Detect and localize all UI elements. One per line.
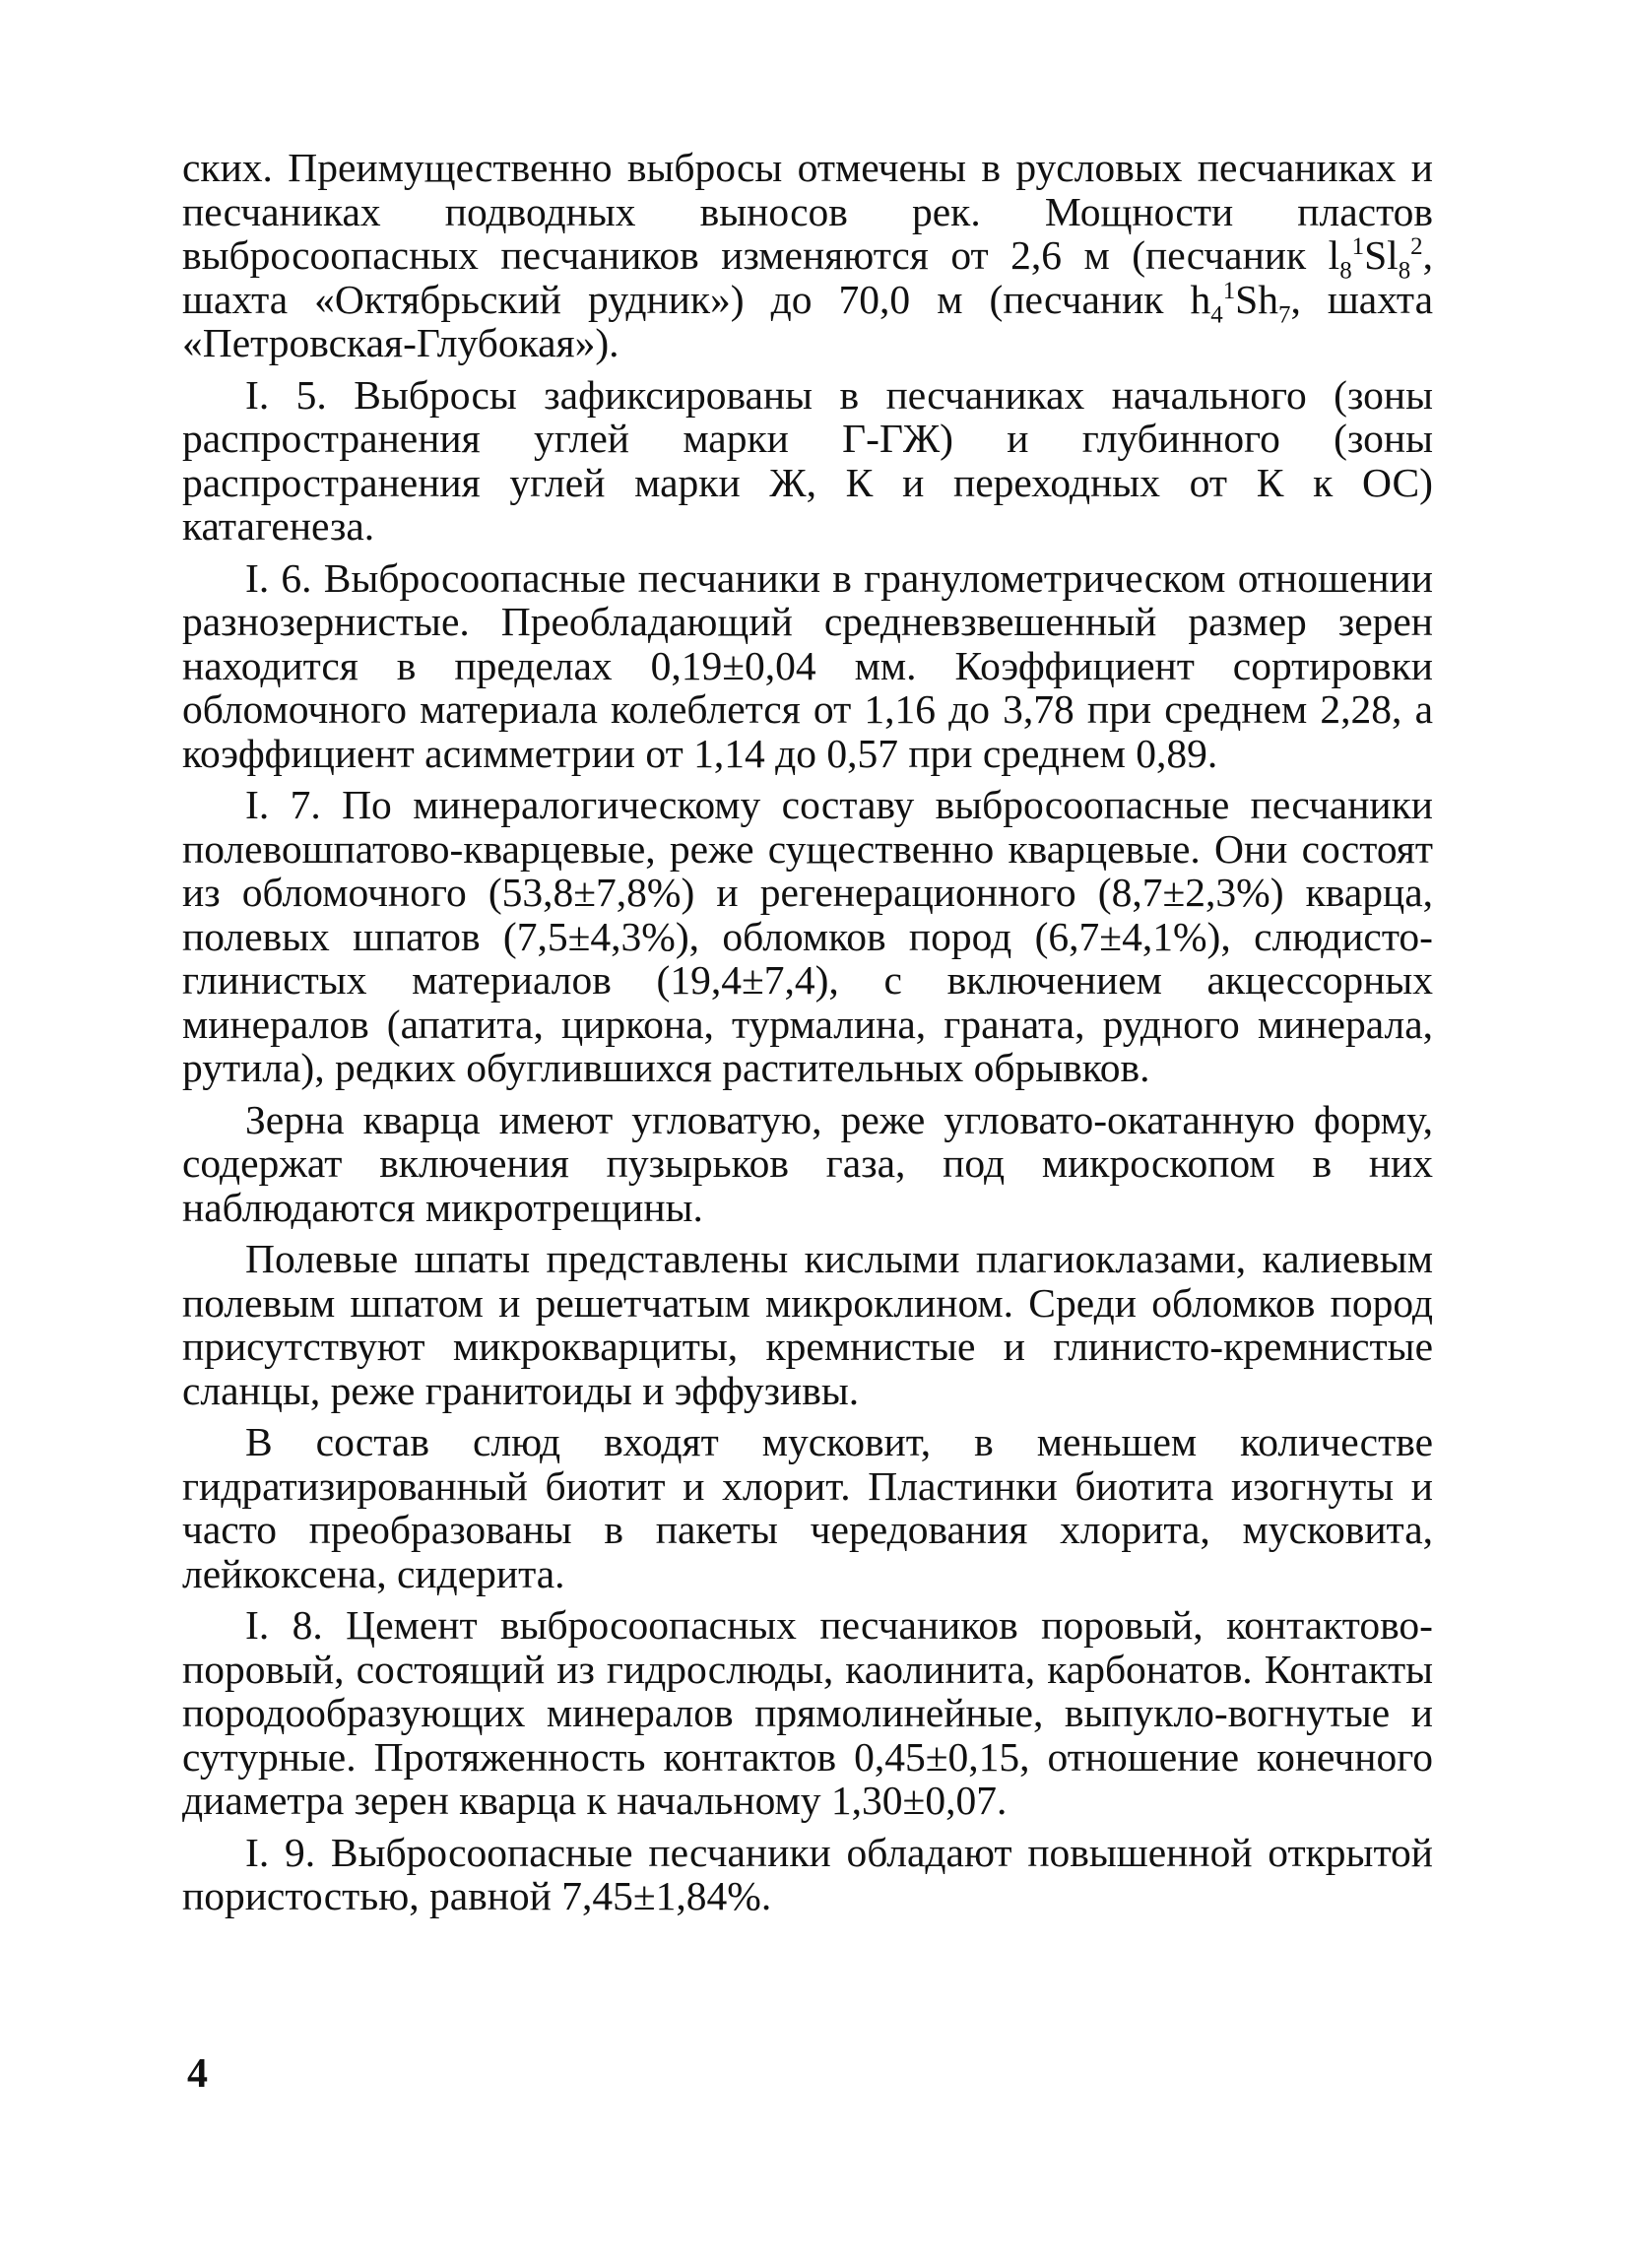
paragraph-section-1-9: I. 9. Выбросоопасные песчаники обладают повышенной открытой пористостью, равной 7,45±1,84%. bbox=[182, 1829, 1433, 1918]
formula-1-sup-1: 1 bbox=[1351, 233, 1365, 261]
formula-1 bbox=[1328, 232, 1423, 285]
paragraph-section-1-6: I. 6. Выбросоопасные песчаники в гранулометрическом отношении разнозернистые. Преобладающий средневзвешенный размер зерен находится в пределах 0,19±0,04 мм. Коэффициент сортировки обломочного материала колеблется от 1,16 до 3,78 при среднем 2,28, а коэффициент асимметрии от 1,14 до 0,57 при среднем 0,89. bbox=[182, 554, 1433, 776]
formula-2-sub-1: 4 bbox=[1210, 300, 1223, 328]
paragraph-section-1-7: I. 7. По минералогическому составу выбросоопасные песчаники полевошпатово-кварцевые, реже существенно кварцевые. Они состоят из обломочного (53,8±7,8%) и регенерационного (8,7±2,3%) кварца, полевых шпатов (7,5±4,3%), обломков пород (6,7±4,1%), слюдисто-глинистых материалов (19,4±7,4), с включением акцессорных минералов (апатита, циркона, турмалина, граната, рудного минерала, рутила), редких обуглившихся растительных обрывков. bbox=[182, 782, 1433, 1090]
formula-1-sub-1: 8 bbox=[1339, 257, 1352, 285]
formula-1-sub-2: 8 bbox=[1398, 257, 1411, 285]
paragraph-quartz-grains: Зерна кварца имеют угловатую, реже угловато-окатанную форму, содержат включения пузырьков газа, под микроскопом в них наблюдаются микротрещины. bbox=[182, 1096, 1433, 1230]
paragraph-1 bbox=[182, 146, 1433, 365]
formula-1-part-a: l bbox=[1328, 232, 1340, 278]
paragraph-section-1-8: I. 8. Цемент выбросоопасных песчаников поровый, контактово-поровый, состоящий из гидрослюды, каолинита, карбонатов. Контакты породообразующих минералов прямолинейные, выпукло-вогнутые и сутурные. Протяженность контактов 0,45±0,15, отношение конечного диаметра зерен кварца к начальному 1,30±0,07. bbox=[182, 1602, 1433, 1823]
page-number: 4 bbox=[187, 2051, 208, 2097]
formula-2 bbox=[1190, 276, 1291, 328]
paragraph-1-after: , шахта «Петровская-Глубокая»). bbox=[182, 276, 1433, 365]
paragraph-section-1-5: I. 5. Выбросы зафиксированы в песчаниках начального (зоны распространения углей марки Г-ГЖ) и глубинного (зоны распространения углей марки Ж, К и переходных от К к ОС) катагенеза. bbox=[182, 371, 1433, 549]
formula-1-part-b: Sl bbox=[1364, 232, 1399, 278]
formula-2-sup-1: 1 bbox=[1222, 277, 1236, 304]
formula-2-part-b: Sh bbox=[1235, 276, 1278, 322]
formula-1-sup-2: 2 bbox=[1410, 233, 1423, 261]
paragraph-micas: В состав слюд входят мусковит, в меньшем количестве гидратизированный биотит и хлорит. Пластинки биотита изогнуты и часто преобразованы в пакеты чередования хлорита, мусковита, лейкоксена, сидерита. bbox=[182, 1419, 1433, 1596]
paragraph-feldspars: Полевые шпаты представлены кислыми плагиоклазами, калиевым полевым шпатом и решетчатым микроклином. Среди обломков пород присутствуют микрокварциты, кремнистые и глинисто-кремнистые сланцы, реже гранитоиды и эффузивы. bbox=[182, 1236, 1433, 1413]
page-body bbox=[182, 146, 1433, 1926]
formula-2-part-a: h bbox=[1190, 276, 1211, 322]
paragraph-1-before: ских. Преимущественно выбросы отмечены в русловых песчаниках и песчаниках подводных выносов рек. Мощности пластов выбросоопасных песчаников изменяются от 2,6 м (песчаник bbox=[182, 145, 1433, 278]
paragraph-1-mid: , шахта «Октябрьский рудник») до 70,0 м (песчаник bbox=[182, 232, 1433, 322]
formula-2-sub-2: 7 bbox=[1277, 300, 1291, 328]
